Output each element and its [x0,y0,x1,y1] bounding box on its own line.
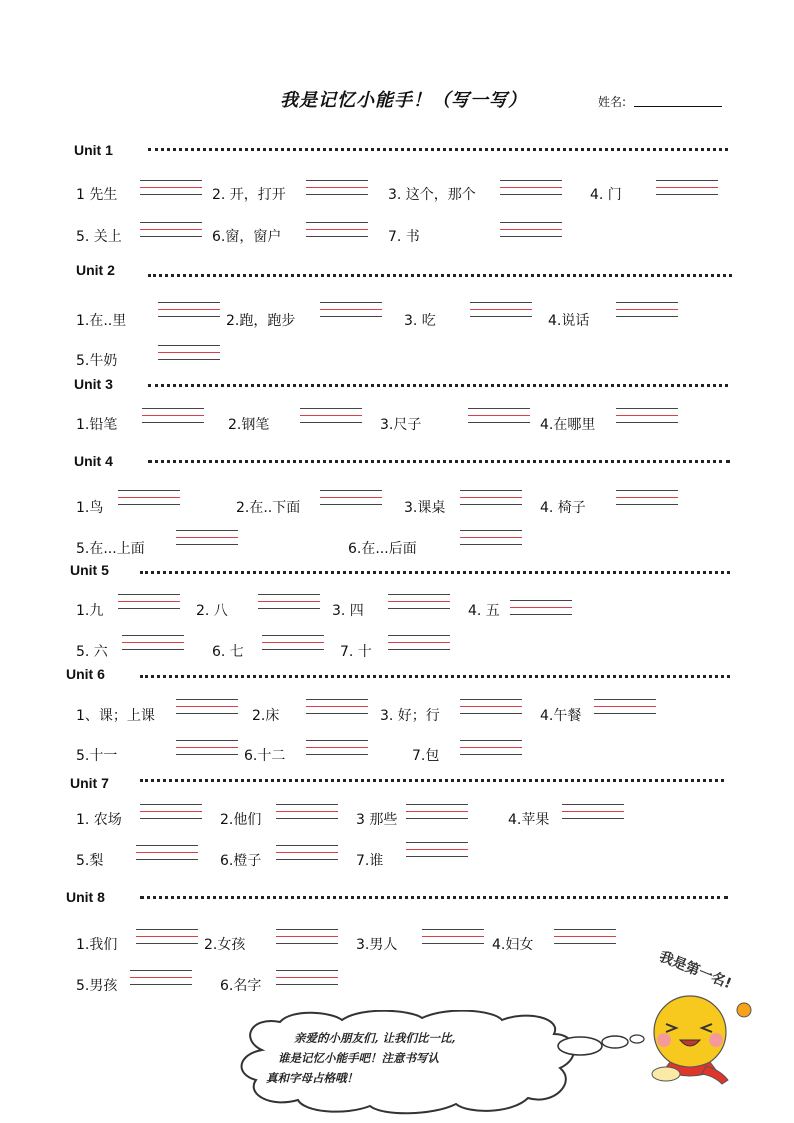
writing-lines[interactable] [388,594,450,616]
bubble-text-line-1: 亲爱的小朋友们, 让我们比一比, [294,1031,456,1045]
unit-1-item-4: 4. 门 [590,187,622,203]
unit-6-item-5: 5.十一 [76,748,118,764]
unit-3-item-4: 4.在哪里 [540,417,596,433]
unit-4-label: Unit 4 [74,453,113,469]
writing-lines[interactable] [276,845,338,867]
unit-6-item-7: 7.包 [412,748,440,764]
unit-5-item-1: 1.九 [76,603,104,619]
unit-7-item-3: 3 那些 [356,812,398,828]
unit-5-divider [140,571,730,574]
writing-lines[interactable] [136,929,198,951]
writing-lines[interactable] [510,600,572,622]
writing-lines[interactable] [158,302,220,324]
writing-lines[interactable] [140,222,202,244]
writing-lines[interactable] [306,699,368,721]
unit-3-label: Unit 3 [74,376,113,392]
unit-5-item-3: 3. 四 [332,603,364,619]
writing-lines[interactable] [118,490,180,512]
unit-8-item-4: 4.妇女 [492,937,534,953]
name-input-line[interactable] [634,106,722,107]
writing-lines[interactable] [500,180,562,202]
writing-lines[interactable] [320,302,382,324]
writing-lines[interactable] [176,530,238,552]
unit-1-item-1: 1 先生 [76,187,118,203]
unit-7-item-1: 1. 农场 [76,812,122,828]
unit-2-item-3: 3. 吃 [404,313,436,329]
unit-3-divider [148,384,728,387]
unit-1-item-5: 5. 关上 [76,229,122,245]
unit-6-item-2: 2.床 [252,708,280,724]
unit-1-item-2: 2. 开，打开 [212,187,286,203]
writing-lines[interactable] [142,408,204,430]
page-title: 我是记忆小能手！（写一写） [280,90,527,111]
unit-5-item-2: 2. 八 [196,603,228,619]
unit-7-item-4: 4.苹果 [508,812,550,828]
writing-lines[interactable] [422,929,484,951]
writing-lines[interactable] [470,302,532,324]
writing-lines[interactable] [158,345,220,367]
writing-lines[interactable] [140,180,202,202]
writing-lines[interactable] [122,635,184,657]
writing-lines[interactable] [306,180,368,202]
unit-6-label: Unit 6 [66,666,105,682]
unit-4-item-6: 6.在...后面 [348,541,417,557]
writing-lines[interactable] [276,929,338,951]
writing-lines[interactable] [262,635,324,657]
writing-lines[interactable] [136,845,198,867]
unit-4-item-4: 4. 椅子 [540,500,586,516]
unit-2-item-4: 4.说话 [548,313,590,329]
unit-8-item-6: 6.名字 [220,978,262,994]
unit-4-item-3: 3.课桌 [404,500,446,516]
writing-lines[interactable] [616,302,678,324]
unit-8-item-5: 5.男孩 [76,978,118,994]
writing-lines[interactable] [406,804,468,826]
unit-8-item-1: 1.我们 [76,937,118,953]
writing-lines[interactable] [460,740,522,762]
unit-6-item-3: 3. 好；行 [380,708,440,724]
writing-lines[interactable] [258,594,320,616]
writing-lines[interactable] [594,699,656,721]
writing-lines[interactable] [300,408,362,430]
unit-7-item-2: 2.他们 [220,812,262,828]
unit-1-label: Unit 1 [74,142,113,158]
writing-lines[interactable] [118,594,180,616]
writing-lines[interactable] [176,740,238,762]
writing-lines[interactable] [460,530,522,552]
unit-2-divider [148,274,732,277]
unit-1-item-6: 6.窗，窗户 [212,229,282,245]
unit-5-label: Unit 5 [70,562,109,578]
unit-8-label: Unit 8 [66,889,105,905]
unit-4-item-5: 5.在...上面 [76,541,145,557]
unit-5-item-5: 5. 六 [76,644,108,660]
unit-2-item-5: 5.牛奶 [76,353,118,369]
unit-1-divider [148,148,728,151]
unit-8-divider [140,896,728,899]
writing-lines[interactable] [320,490,382,512]
unit-6-item-1: 1、课；上课 [76,708,155,724]
unit-1-item-7: 7. 书 [388,229,420,245]
writing-lines[interactable] [616,490,678,512]
writing-lines[interactable] [306,222,368,244]
unit-5-item-6: 6. 七 [212,644,244,660]
bubble-text-line-2: 谁是记忆小能手吧！注意书写认 [278,1051,439,1065]
mascot-stamp: 我是第一名! [656,948,734,993]
bubble-text-line-3: 真和字母占格哦！ [266,1071,358,1085]
writing-lines[interactable] [468,408,530,430]
writing-lines[interactable] [460,490,522,512]
unit-6-item-6: 6.十二 [244,748,286,764]
writing-lines[interactable] [656,180,718,202]
unit-2-item-1: 1.在..里 [76,313,127,329]
unit-2-label: Unit 2 [76,262,115,278]
unit-2-item-2: 2.跑，跑步 [226,313,296,329]
unit-4-item-1: 1.鸟 [76,500,104,516]
writing-lines[interactable] [130,970,192,992]
writing-lines[interactable] [406,842,468,864]
writing-lines[interactable] [276,970,338,992]
writing-lines[interactable] [500,222,562,244]
unit-8-item-2: 2.女孩 [204,937,246,953]
unit-6-item-4: 4.午餐 [540,708,582,724]
mascot-icon [636,988,766,1090]
unit-7-divider [140,779,724,782]
unit-5-item-4: 4. 五 [468,603,500,619]
unit-4-divider [148,460,730,463]
name-label: 姓名: [598,95,627,109]
writing-lines[interactable] [176,699,238,721]
unit-5-item-7: 7. 十 [340,644,372,660]
writing-lines[interactable] [140,804,202,826]
writing-lines[interactable] [460,699,522,721]
writing-lines[interactable] [554,929,616,951]
unit-1-item-3: 3. 这个，那个 [388,187,476,203]
unit-6-divider [140,675,730,678]
writing-lines[interactable] [388,635,450,657]
unit-7-item-6: 6.橙子 [220,853,262,869]
writing-lines[interactable] [562,804,624,826]
unit-3-item-3: 3.尺子 [380,417,422,433]
unit-7-item-5: 5.梨 [76,853,104,869]
writing-lines[interactable] [616,408,678,430]
unit-3-item-2: 2.钢笔 [228,417,270,433]
writing-lines[interactable] [306,740,368,762]
unit-3-item-1: 1.铅笔 [76,417,118,433]
writing-lines[interactable] [276,804,338,826]
unit-7-item-7: 7.谁 [356,853,384,869]
unit-8-item-3: 3.男人 [356,937,398,953]
unit-7-label: Unit 7 [70,775,109,791]
unit-4-item-2: 2.在..下面 [236,500,301,516]
